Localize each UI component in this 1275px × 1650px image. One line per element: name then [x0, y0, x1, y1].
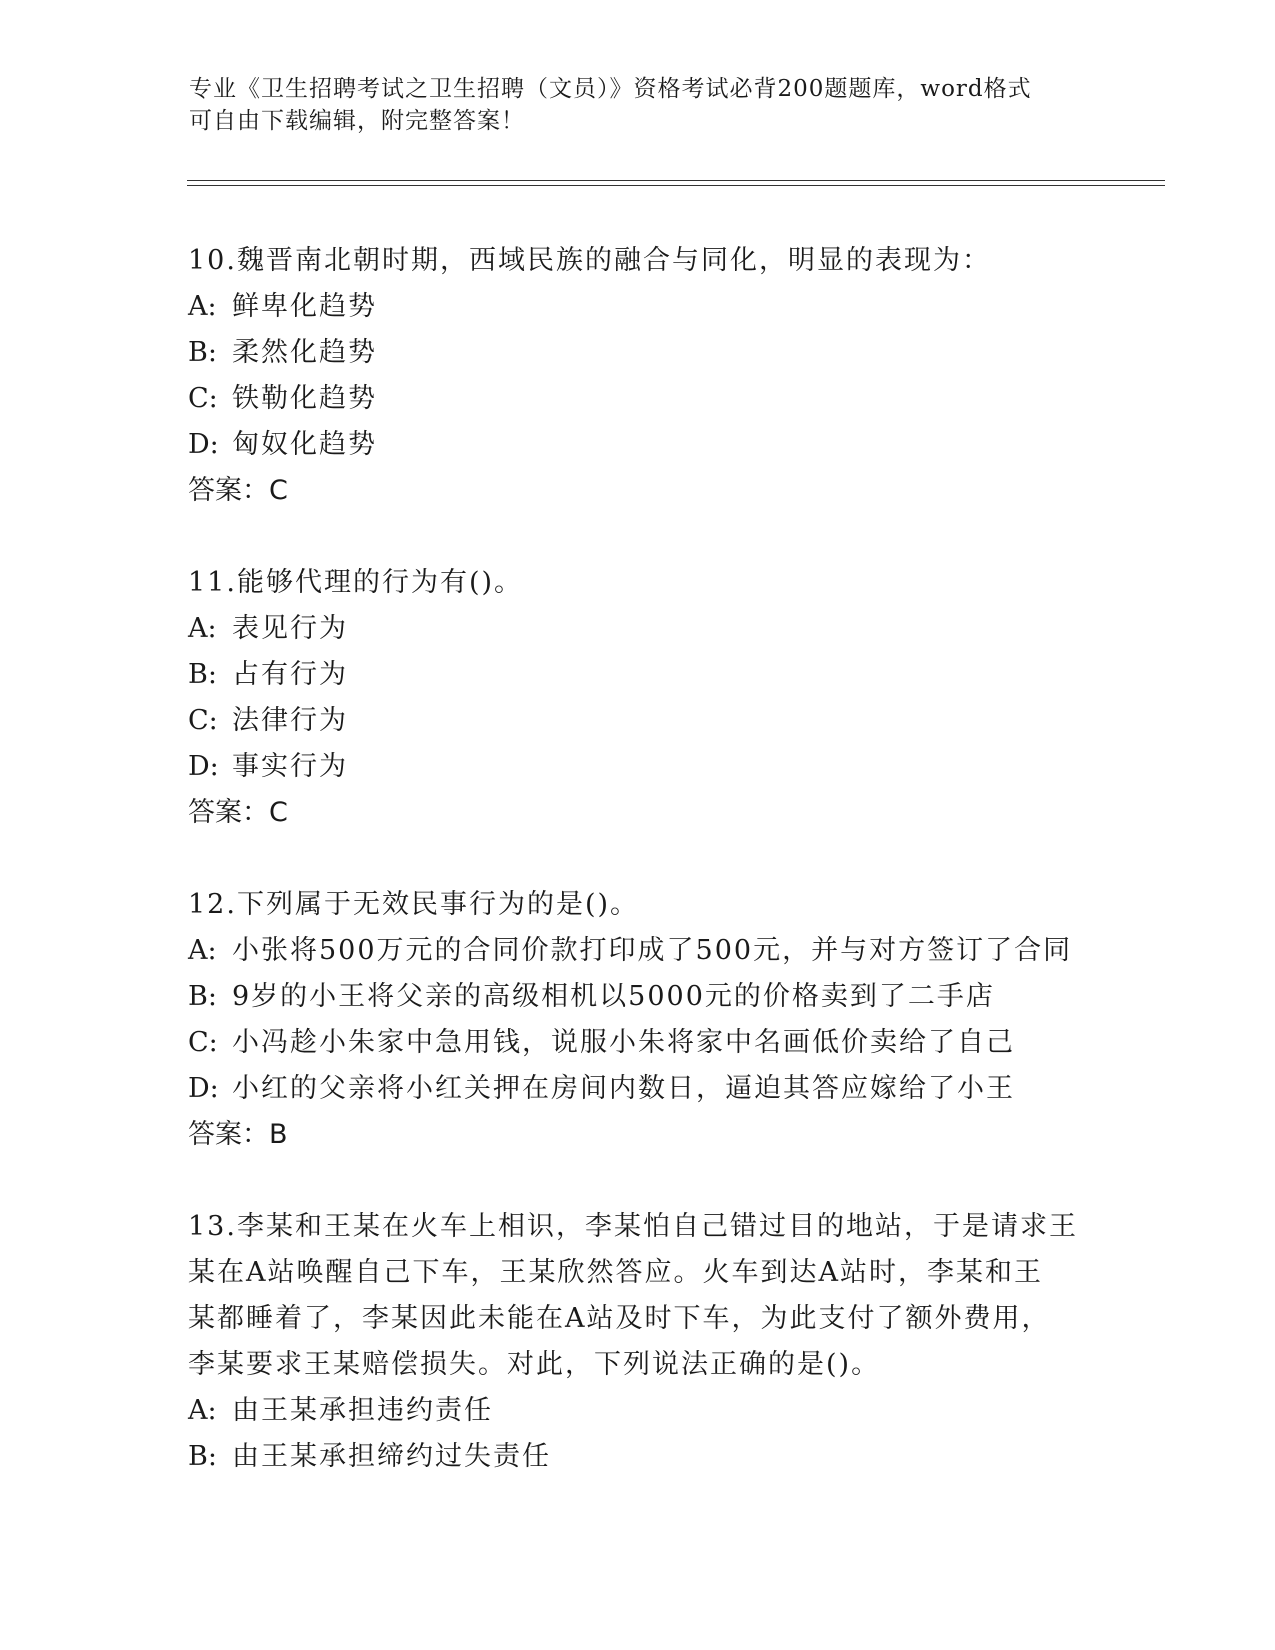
question-12 — [188, 882, 1088, 1158]
question-stem-line: 某都睡着了，李某因此未能在A站及时下车，为此支付了额外费用， — [188, 1303, 1051, 1334]
option-text: 表见行为 — [232, 613, 348, 644]
answer-line: 答案：C — [188, 797, 288, 828]
option-letter: A: — [188, 291, 217, 322]
option-b — [188, 1434, 1088, 1480]
option-c — [188, 698, 1088, 744]
answer-line: 答案：B — [188, 1119, 288, 1150]
option-a — [188, 1388, 1088, 1434]
option-letter: B: — [188, 659, 217, 690]
option-text: 铁勒化趋势 — [232, 383, 377, 414]
option-letter: B: — [188, 1441, 217, 1472]
option-letter: C: — [188, 705, 218, 736]
answer-line: 答案：C — [188, 475, 288, 506]
option-letter: C: — [188, 383, 218, 414]
option-d — [188, 1066, 1088, 1112]
option-text: 由王某承担违约责任 — [232, 1395, 493, 1426]
option-b — [188, 652, 1088, 698]
option-a — [188, 928, 1088, 974]
option-letter: B: — [188, 337, 217, 368]
document-header — [189, 73, 1089, 137]
option-letter: A: — [188, 935, 217, 966]
option-letter: A: — [188, 1395, 217, 1426]
question-11 — [188, 560, 1088, 836]
option-d — [188, 744, 1088, 790]
header-line-1: 专业《卫生招聘考试之卫生招聘（文员）》资格考试必背200题题库，word格式 — [189, 76, 1032, 102]
option-text: 事实行为 — [232, 751, 348, 782]
question-list — [188, 238, 1088, 1526]
question-stem: 12.下列属于无效民事行为的是()。 — [188, 889, 640, 920]
option-letter: D: — [188, 429, 219, 460]
option-letter: C: — [188, 1027, 218, 1058]
option-b — [188, 974, 1088, 1020]
option-a — [188, 606, 1088, 652]
option-letter: B: — [188, 981, 217, 1012]
question-13 — [188, 1204, 1088, 1480]
header-divider-top — [187, 180, 1165, 181]
option-text: 由王某承担缔约过失责任 — [232, 1441, 551, 1472]
option-letter: A: — [188, 613, 217, 644]
header-line-2: 可自由下载编辑，附完整答案！ — [189, 108, 525, 134]
question-stem-line: 某在A站唤醒自己下车，王某欣然答应。火车到达A站时，李某和王 — [188, 1257, 1043, 1288]
option-c — [188, 376, 1088, 422]
option-letter: D: — [188, 751, 219, 782]
question-stem: 11.能够代理的行为有()。 — [188, 567, 524, 598]
option-text: 鲜卑化趋势 — [232, 291, 377, 322]
option-text: 占有行为 — [232, 659, 348, 690]
option-b — [188, 330, 1088, 376]
option-d — [188, 422, 1088, 468]
option-c — [188, 1020, 1088, 1066]
option-text: 小张将500万元的合同价款打印成了500元，并与对方签订了合同 — [232, 935, 1073, 966]
option-letter: D: — [188, 1073, 219, 1104]
option-text: 法律行为 — [232, 705, 348, 736]
question-stem-line: 李某要求王某赔偿损失。对此，下列说法正确的是()。 — [188, 1349, 881, 1380]
option-text: 柔然化趋势 — [232, 337, 377, 368]
option-text: 小冯趁小朱家中急用钱，说服小朱将家中名画低价卖给了自己 — [232, 1027, 1015, 1058]
option-text: 小红的父亲将小红关押在房间内数日，逼迫其答应嫁给了小王 — [232, 1073, 1015, 1104]
option-a — [188, 284, 1088, 330]
question-10 — [188, 238, 1088, 514]
question-stem-line: 13.李某和王某在火车上相识，李某怕自己错过目的地站，于是请求王 — [188, 1211, 1078, 1242]
header-divider-bottom — [187, 185, 1165, 186]
option-text: 9岁的小王将父亲的高级相机以5000元的价格卖到了二手店 — [232, 981, 995, 1012]
question-stem: 10.魏晋南北朝时期，西域民族的融合与同化，明显的表现为： — [188, 245, 991, 276]
option-text: 匈奴化趋势 — [232, 429, 377, 460]
